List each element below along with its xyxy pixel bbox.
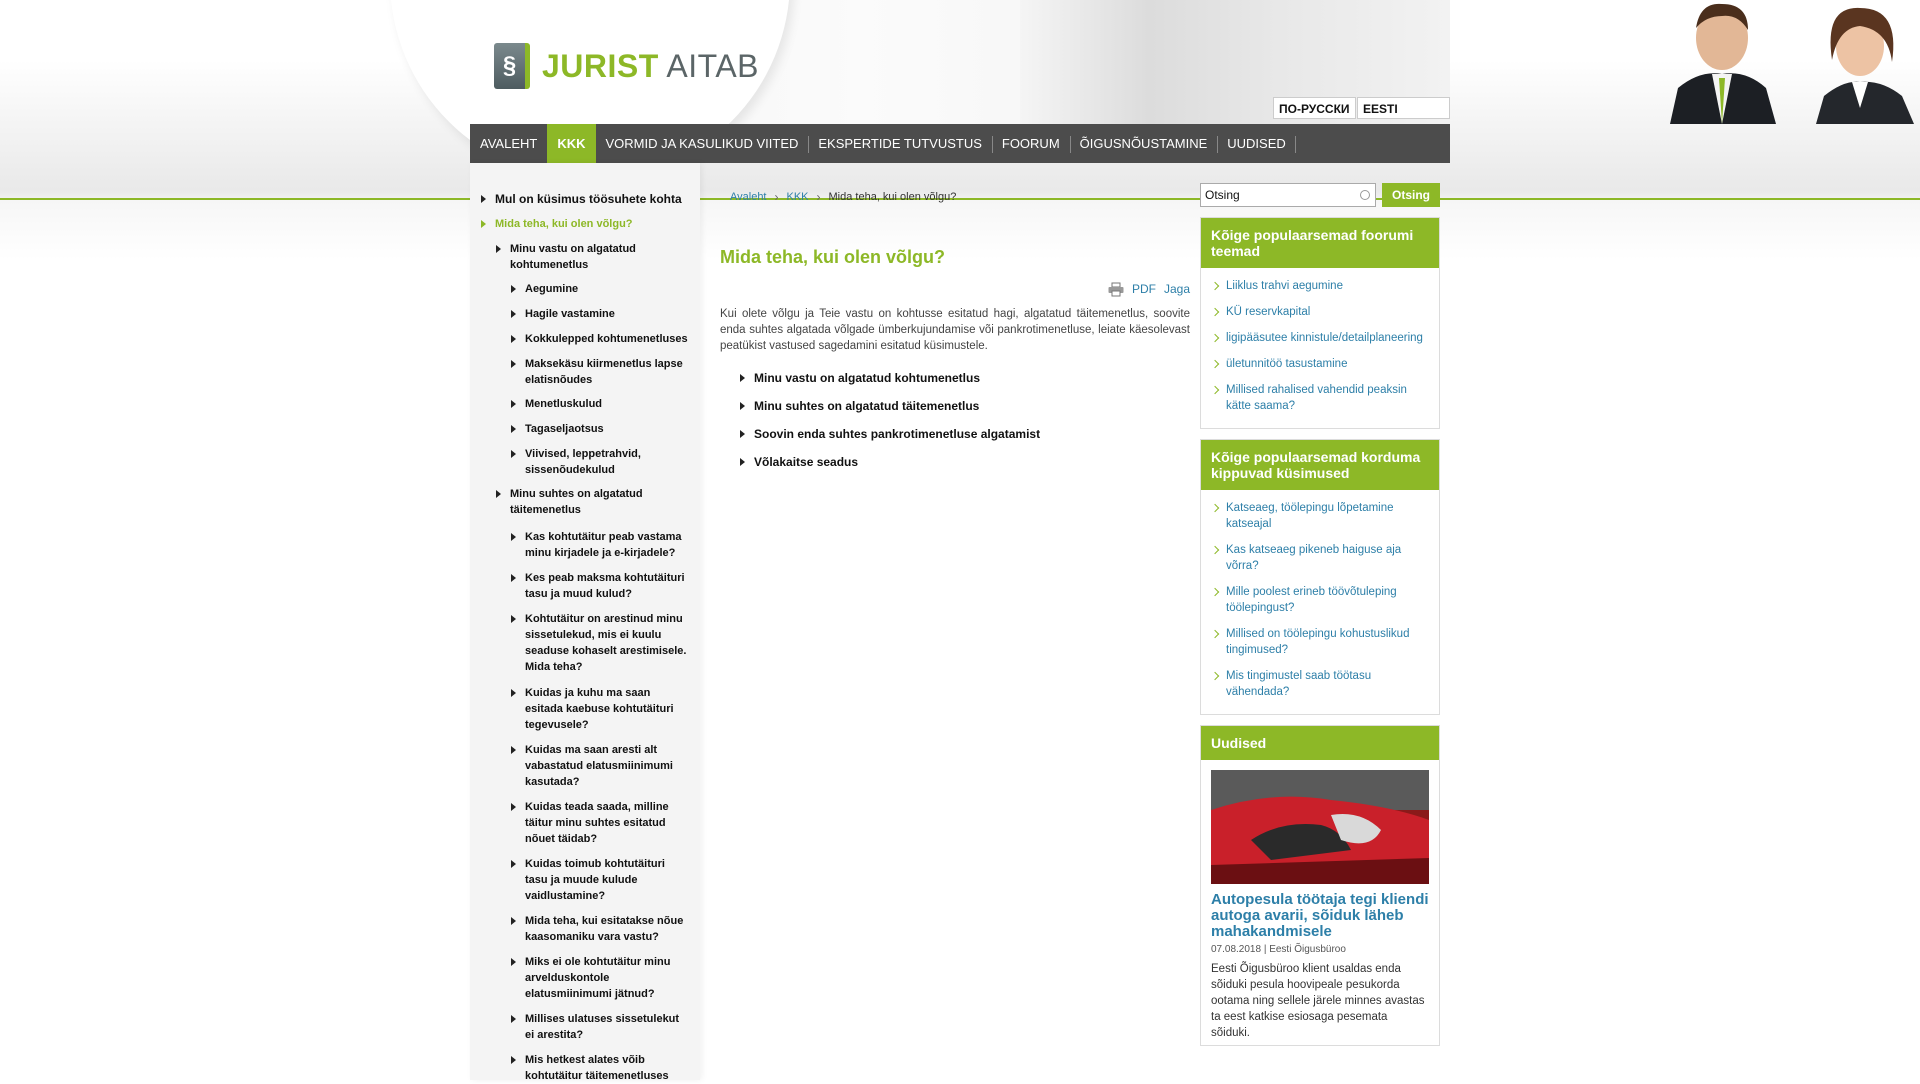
breadcrumb [730, 190, 1190, 204]
forum-link[interactable]: KÜ reservkapital [1211, 304, 1429, 320]
nav-uudised[interactable]: UUDISED [1217, 124, 1296, 163]
lang-russian-button[interactable]: ПО-РУССКИ [1273, 97, 1356, 119]
sidebar-item-label: Kuidas teada saada, milline täitur minu suhtes esitatud nõuet täidab? [525, 801, 669, 845]
arrow-right-icon [511, 1015, 516, 1023]
sidebar-item-label: Kuidas toimub kohtutäituri tasu ja muude kulude vaidlustamine? [525, 858, 665, 902]
arrow-right-icon [740, 402, 745, 410]
topic-link-label: Soovin enda suhtes pankrotimenetluse algatamist [754, 427, 1041, 441]
arrow-right-icon [511, 360, 516, 368]
arrow-right-icon [511, 689, 516, 697]
sidebar-item-elatusmiinimum[interactable] [525, 742, 690, 790]
forum-box-title: Kõige populaarsemad foorumi teemad [1201, 218, 1439, 268]
sidebar-item-label: Minu vastu on algatatud kohtumenetlus [510, 243, 636, 271]
sidebar-item-toosuhted[interactable] [495, 191, 695, 207]
sidebar-item-label: Minu suhtes on algatatud täitemenetlus [510, 488, 643, 516]
nav-ekspertide-tutvustus[interactable]: EKSPERTIDE TUTVUSTUS [808, 124, 992, 163]
sidebar-item-label: Kohtutäitur on arestinud minu sissetulekud, mis ei kuulu seaduse kohaselt arestimisele. Mida teha? [525, 613, 687, 673]
topic-link-pankrot[interactable] [740, 426, 1190, 454]
topic-links [740, 370, 1190, 482]
faq-box [1200, 439, 1440, 715]
sidebar-item-label: Kes peab maksma kohtutäituri tasu ja muud kulud? [525, 572, 685, 600]
logo-word-aitab: AITAB [666, 47, 760, 84]
arrow-right-icon [511, 425, 516, 433]
topic-link-kohtumenetlus[interactable] [740, 370, 1190, 398]
sidebar-item-label: Mul on küsimus töösuhete kohta [495, 192, 682, 206]
sidebar-item-label: Viivised, leppetrahvid, sissenõudekulud [525, 448, 641, 476]
topic-link-volakaitse[interactable] [740, 454, 1190, 482]
sidebar-item-menetluskulud[interactable] [525, 396, 690, 412]
arrow-right-icon [511, 1056, 516, 1064]
sidebar-item-kohtumenetlus[interactable] [510, 241, 655, 273]
forum-link[interactable]: ületunnitöö tasustamine [1211, 356, 1429, 372]
site-header [470, 0, 1450, 124]
chevron-right-icon: › [774, 190, 779, 204]
page-title: Mida teha, kui olen võlgu? [720, 247, 946, 267]
right-column [1200, 183, 1440, 1046]
sidebar-item-milline-taitur[interactable] [525, 799, 690, 847]
nav-avaleht[interactable]: AVALEHT [480, 136, 538, 151]
sidebar-item-label: Mida teha, kui olen võlgu? [495, 218, 633, 230]
faq-box-title: Kõige populaarsemad korduma kippuvad küsimused [1201, 440, 1439, 490]
nav-foorum[interactable]: FOORUM [992, 124, 1070, 163]
arrow-right-icon [481, 220, 486, 228]
sidebar-item-viivised[interactable] [525, 446, 655, 478]
main-nav [470, 124, 1450, 163]
chevron-right-icon: › [816, 190, 821, 204]
forum-box-list [1201, 268, 1439, 428]
nav-kkk[interactable]: KKK [547, 124, 595, 163]
arrow-right-icon [481, 195, 486, 203]
arrow-right-icon [511, 917, 516, 925]
paragraph-logo-icon: § [494, 43, 530, 89]
arrow-right-icon [496, 245, 501, 253]
sidebar-item-kirjadele[interactable] [525, 529, 690, 561]
arrow-right-icon [511, 746, 516, 754]
sidebar-item-ulatus[interactable] [525, 1011, 690, 1043]
sidebar-item-label: Kokkulepped kohtumenetluses [525, 333, 688, 345]
forum-link[interactable]: Millised rahalised vahendid peaksin kätte saama? [1211, 382, 1429, 414]
news-meta: 07.08.2018 | Eesti Õigusbüroo [1211, 944, 1346, 955]
breadcrumb-avaleht[interactable]: Avaleht [730, 191, 767, 203]
sidebar-item-label: Menetluskulud [525, 398, 603, 410]
sidebar-item-maksekasu[interactable] [525, 356, 690, 388]
news-excerpt: Eesti Õigusbüroo klient usaldas enda sõiduki pesula hoovipeale pesukorda ootama ning sellele järele minnes avastas ta eest katkise esiosaga pesemata sõiduki. [1211, 963, 1425, 1039]
arrow-right-icon [511, 803, 516, 811]
forum-box [1200, 217, 1440, 429]
share-link[interactable]: Jaga [1163, 282, 1190, 296]
topic-link-label: Võlakaitse seadus [754, 455, 859, 469]
search-button[interactable]: Otsing [1382, 183, 1440, 207]
site-logo[interactable] [494, 42, 759, 90]
search-clear-icon [1360, 190, 1370, 200]
logo-text [542, 48, 759, 85]
sidebar-item-taituri-tasu[interactable] [525, 570, 690, 602]
arrow-right-icon [496, 490, 501, 498]
sidebar-item-label: Maksekäsu kiirmenetlus lapse elatisnõudes [525, 358, 683, 386]
nav-vormid[interactable]: VORMID JA KASULIKUD VIITED [605, 136, 799, 151]
arrow-right-icon [511, 450, 516, 458]
sidebar-item-kaebus[interactable] [525, 685, 690, 733]
topic-link-label: Minu suhtes on algatatud täitemenetlus [754, 399, 980, 413]
sidebar-item-label: Kuidas ja kuhu ma saan esitada kaebuse kohtutäituri tegevusele? [525, 687, 674, 731]
sidebar-item-tagaseljaotsus[interactable] [525, 421, 690, 437]
search-input[interactable] [1200, 183, 1376, 207]
news-headline[interactable]: Autopesula töötaja tegi kliendi autoga avarii, sõiduk läheb mahakandmisele [1211, 891, 1429, 940]
sidebar-item-mis-hetkest[interactable] [525, 1052, 690, 1084]
sidebar-item-taitemenetlus[interactable] [510, 486, 655, 518]
forum-link[interactable]: Liiklus trahvi aegumine [1211, 278, 1429, 294]
arrow-right-icon [511, 615, 516, 623]
sidebar-item-vaidlustamine[interactable] [525, 856, 690, 904]
sidebar-item-label: Hagile vastamine [525, 308, 615, 320]
arrow-right-icon [740, 430, 745, 438]
sidebar-item-label: Kas kohtutäitur peab vastama minu kirjadele ja e-kirjadele? [525, 531, 682, 559]
sidebar-item-arestinud[interactable] [525, 611, 690, 675]
faq-link[interactable]: Mis tingimustel saab töötasu vähendada? [1211, 668, 1429, 700]
sidebar-item-label: Mida teha, kui esitatakse nõue kaasomaniku vara vastu? [525, 915, 684, 943]
sidebar-item-label: Kuidas ma saan aresti alt vabastatud elatusmiinimumi kasutada? [525, 744, 673, 788]
man-photo-figure [1660, 0, 1780, 124]
sidebar-item-label: Mis hetkest alates võib kohtutäitur täitemenetluses [525, 1054, 669, 1082]
intro-text: Kui olete võlgu ja Teie vastu on kohtusse esitatud hagi, algatatud täitemenetlus, soovite enda suhtes algatada võlgade ümberkujundamise või pankrotimenetluse, leiate käesolevast peatükist vastused sagedamini esitatud küsimustele. [720, 308, 1190, 352]
news-image[interactable] [1211, 770, 1429, 884]
arrow-right-icon [740, 374, 745, 382]
faq-link[interactable]: Millised on töölepingu kohustuslikud tingimused? [1211, 626, 1429, 658]
main-content [720, 190, 1190, 482]
faq-link[interactable]: Katseaeg, töölepingu lõpetamine katseajal [1211, 500, 1429, 532]
arrow-right-icon [511, 335, 516, 343]
sidebar-item-hagile-vastamine[interactable] [525, 306, 690, 322]
pdf-link[interactable]: PDF [1131, 282, 1156, 296]
news-box-title: Uudised [1201, 726, 1439, 760]
sidebar-item-volgu[interactable] [495, 216, 695, 232]
forum-link[interactable]: ligipääsutee kinnistule/detailplaneering [1211, 330, 1429, 346]
printer-icon[interactable] [1108, 283, 1124, 296]
arrow-right-icon [511, 533, 516, 541]
arrow-right-icon [511, 860, 516, 868]
faq-box-list [1201, 490, 1439, 714]
sidebar-item-label: Aegumine [525, 283, 579, 295]
faq-link[interactable]: Mille poolest erineb töövõtuleping töölepingust? [1211, 584, 1429, 616]
arrow-right-icon [511, 574, 516, 582]
topic-link-label: Minu vastu on algatatud kohtumenetlus [754, 371, 981, 385]
news-item [1201, 760, 1439, 1045]
arrow-right-icon [511, 310, 516, 318]
news-box [1200, 725, 1440, 1046]
sidebar [470, 163, 700, 1080]
sidebar-item-label: Tagaseljaotsus [525, 423, 604, 435]
search-field-wrap [1200, 183, 1376, 207]
sidebar-item-kokkulepped[interactable] [525, 331, 690, 347]
breadcrumb-kkk[interactable]: KKK [786, 191, 809, 203]
woman-photo-figure [1810, 0, 1920, 124]
arrow-right-icon [740, 458, 745, 466]
topic-link-taitemenetlus[interactable] [740, 398, 1190, 426]
arrow-right-icon [511, 958, 516, 966]
arrow-right-icon [511, 400, 516, 408]
nav-oigusnoustamine[interactable]: ÕIGUSNÕUSTAMINE [1070, 124, 1218, 163]
arrow-right-icon [511, 285, 516, 293]
lang-estonian-button[interactable]: EESTI [1357, 97, 1450, 119]
sidebar-item-aegumine[interactable] [525, 281, 690, 297]
faq-link[interactable]: Kas katseaeg pikeneb haiguse aja võrra? [1211, 542, 1429, 574]
sidebar-item-kaasomanik[interactable] [525, 913, 690, 945]
sidebar-item-label: Millises ulatuses sissetulekut ei arestita? [525, 1013, 680, 1041]
page-tools [720, 282, 1190, 296]
page-container [470, 0, 1450, 1080]
breadcrumb-current: Mida teha, kui olen võlgu? [828, 191, 957, 203]
sidebar-item-arvelduskonto[interactable] [525, 954, 690, 1002]
search-bar [1200, 183, 1440, 207]
logo-word-jurist: JURIST [542, 47, 659, 84]
sidebar-item-label: Miks ei ole kohtutäitur minu arvelduskontole elatusmiinimumi jätnud? [525, 956, 671, 1000]
